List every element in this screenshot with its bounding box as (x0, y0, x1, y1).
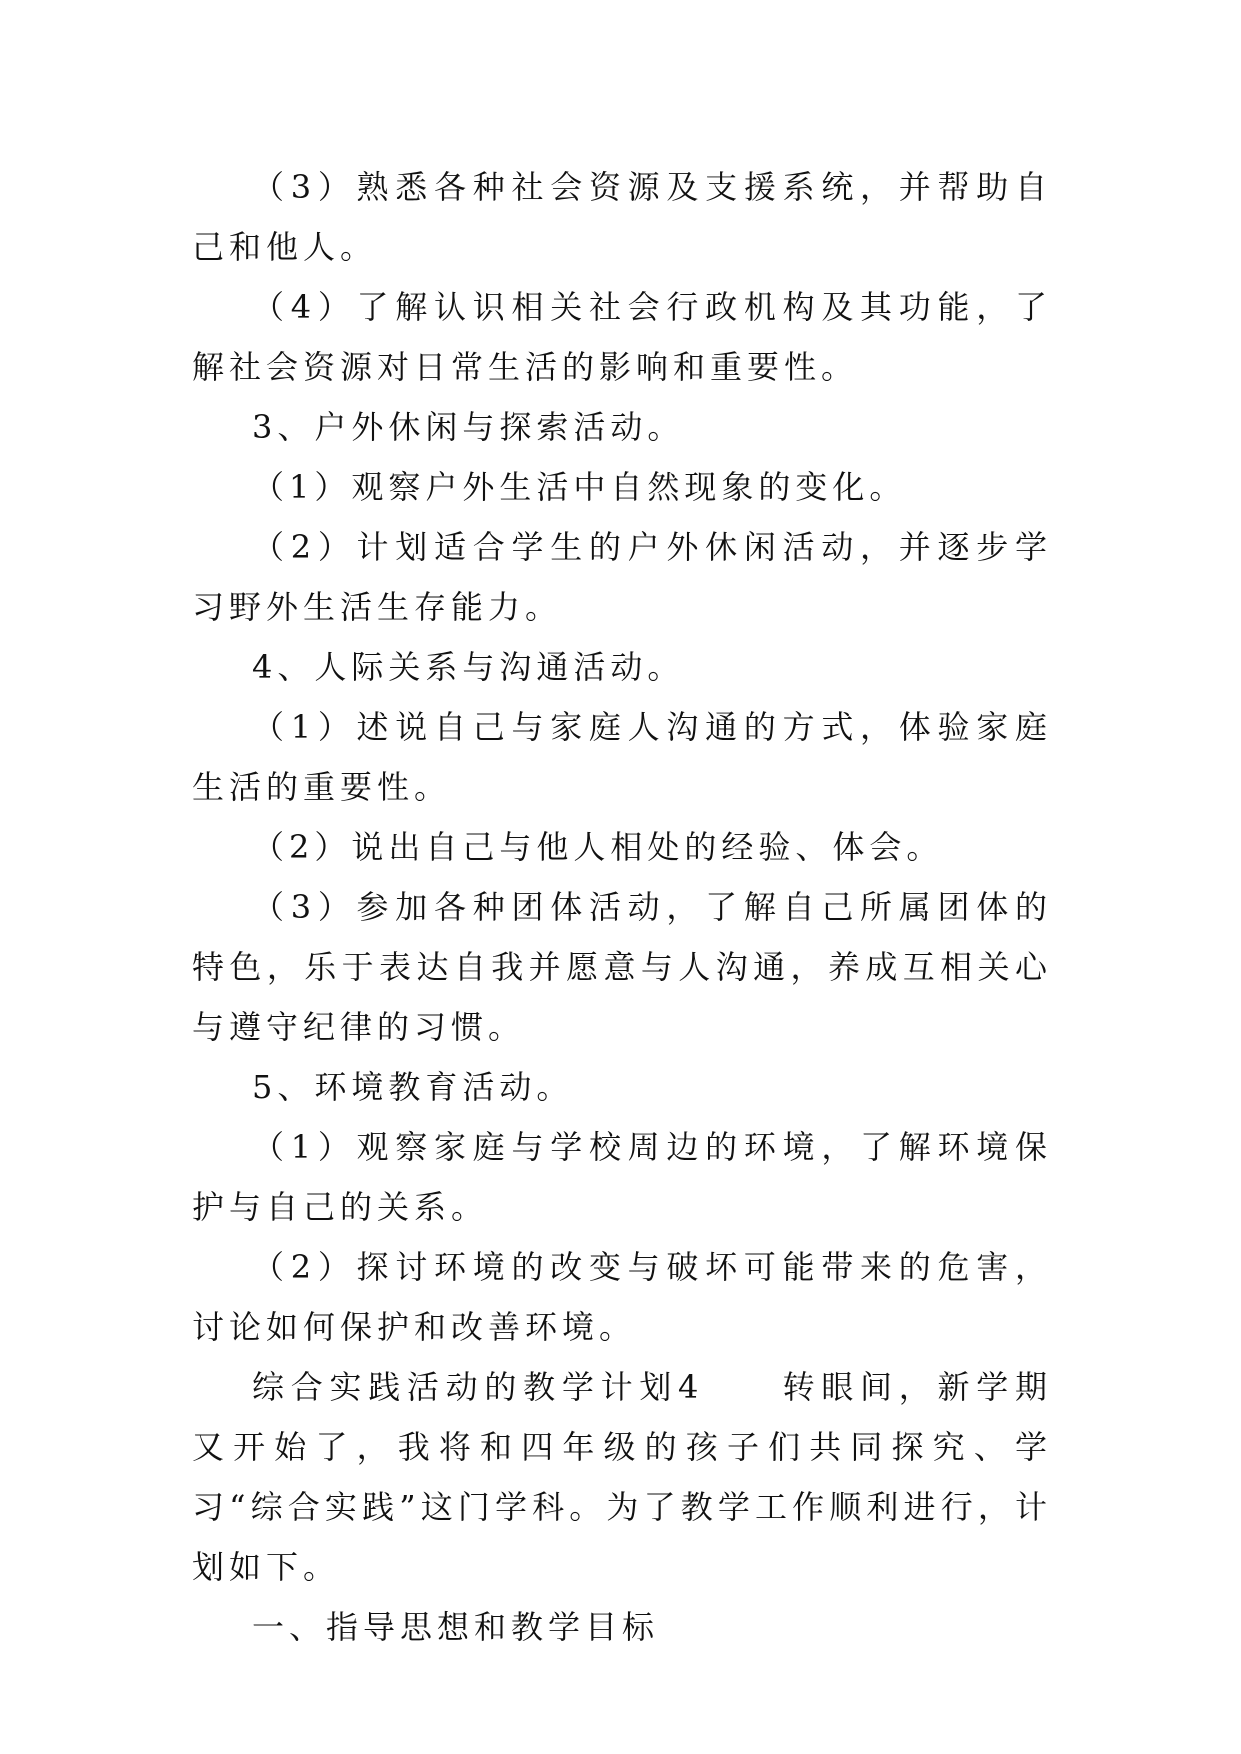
section-heading-outdoor: 3、户外休闲与探索活动。 (252, 408, 685, 446)
paragraph-administrative-agencies: （4）了解认识相关社会行政机构及其功能，了解社会资源对日常生活的影响和重要性。 (192, 288, 1052, 386)
paragraph-teaching-plan-4: 综合实践活动的教学计划4 转眼间，新学期又开始了，我将和四年级的孩子们共同探究、学习“综合实践”这门学科。为了教学工作顺利进行，计划如下。 (192, 1368, 1052, 1586)
section-heading-interpersonal: 4、人际关系与沟通活动。 (252, 648, 685, 686)
paragraph-group-activities: （3）参加各种团体活动，了解自己所属团体的特色，乐于表达自我并愿意与人沟通，养成互相关心与遵守纪律的习惯。 (192, 888, 1052, 1046)
paragraph-outdoor-plan: （2）计划适合学生的户外休闲活动，并逐步学习野外生活生存能力。 (192, 528, 1052, 626)
section-heading-environment: 5、环境教育活动。 (252, 1068, 574, 1106)
paragraph-discuss-environment: （2）探讨环境的改变与破坏可能带来的危害，讨论如何保护和改善环境。 (192, 1248, 1052, 1346)
paragraph-observe-nature: （1）观察户外生活中自然现象的变化。 (252, 468, 907, 506)
document-body (192, 157, 1052, 1657)
paragraph-family-communication: （1）述说自己与家庭人沟通的方式，体验家庭生活的重要性。 (192, 708, 1052, 806)
paragraph-getting-along: （2）说出自己与他人相处的经验、体会。 (252, 828, 944, 866)
section-heading-guiding-ideas: 一、指导思想和教学目标 (252, 1608, 660, 1646)
paragraph-observe-environment: （1）观察家庭与学校周边的环境，了解环境保护与自己的关系。 (192, 1128, 1052, 1226)
paragraph-resources-support: （3）熟悉各种社会资源及支援系统，并帮助自己和他人。 (192, 168, 1052, 266)
